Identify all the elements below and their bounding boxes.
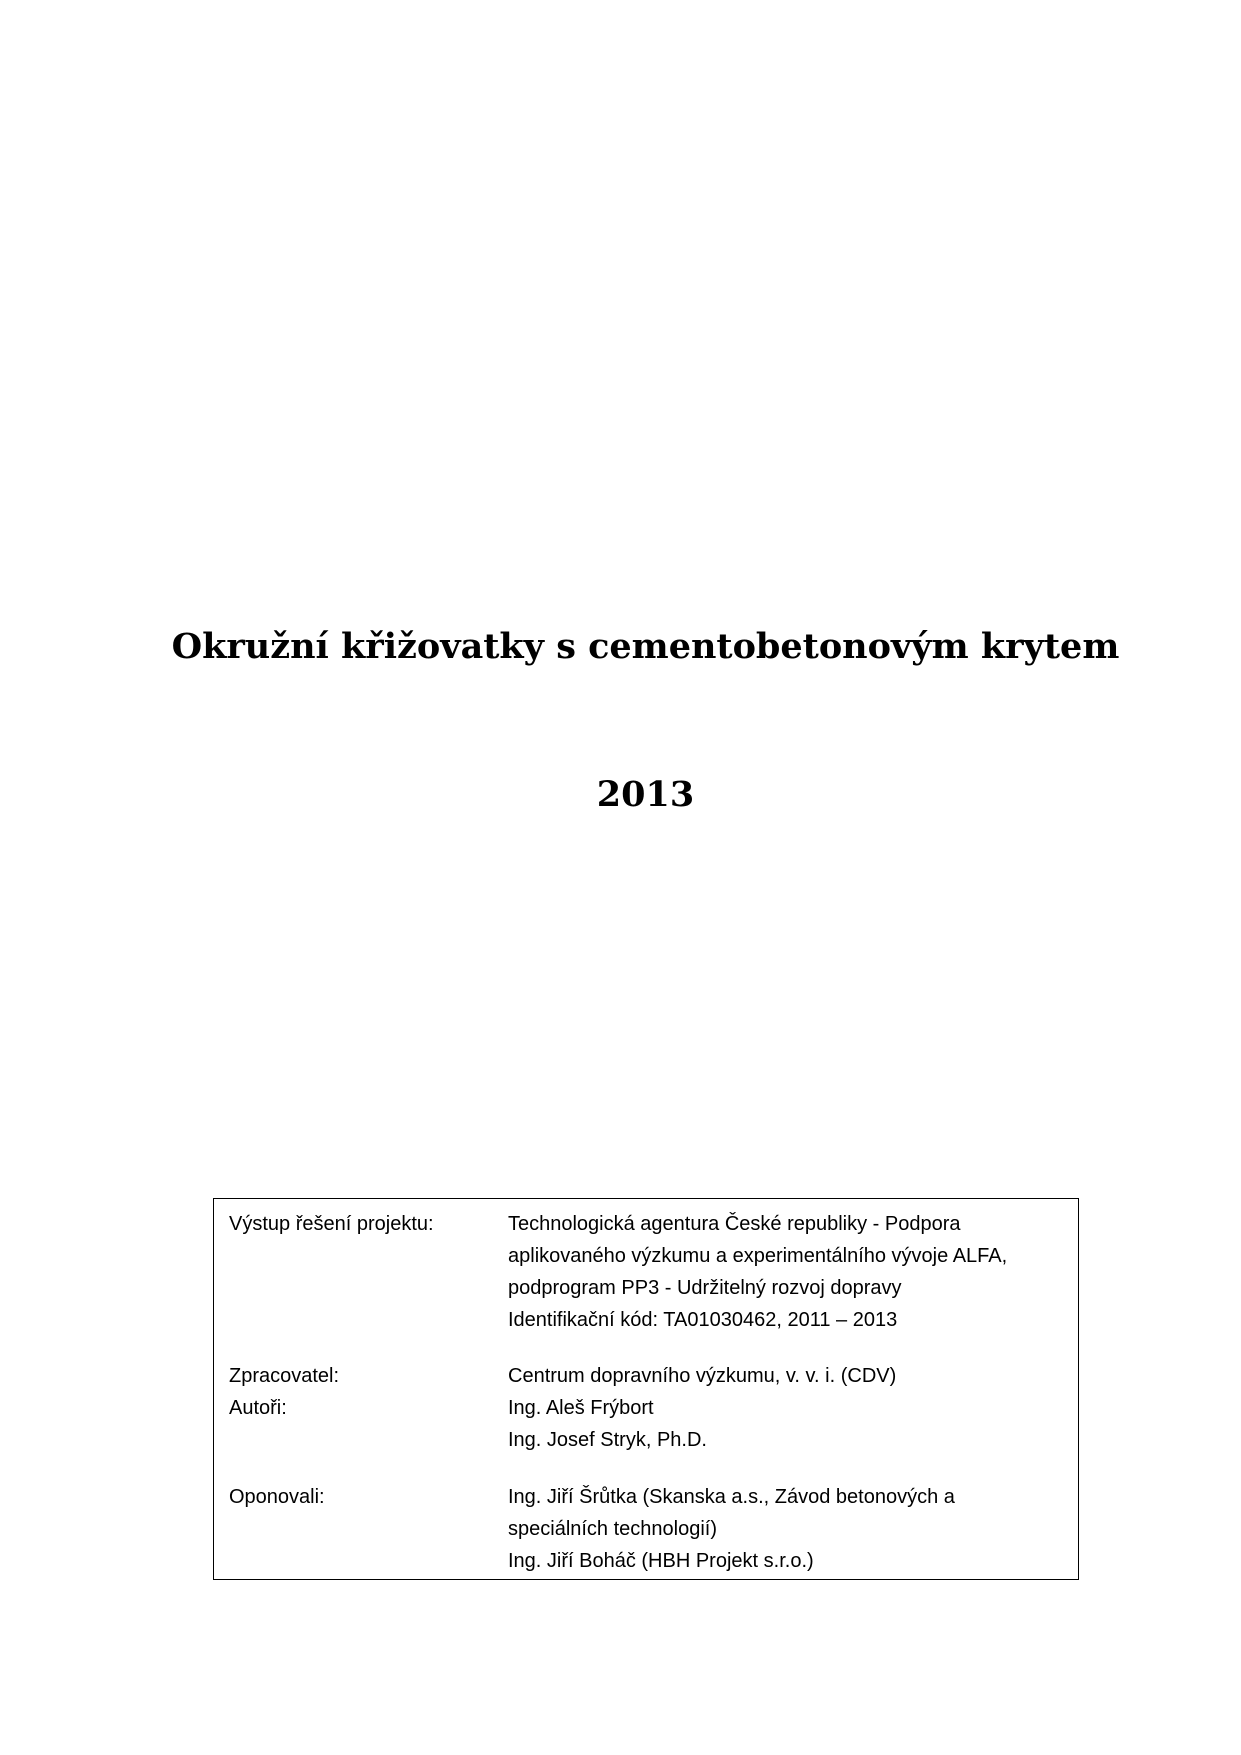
authors-value <box>508 1392 707 1456</box>
reviewer-line: speciálních technologií) <box>508 1518 718 1540</box>
project-info-box <box>213 1198 1079 1580</box>
project-output-line: aplikovaného výzkumu a experimentálního vývoje ALFA, <box>508 1245 1008 1267</box>
reviewer-line: Ing. Jiří Šrůtka (Skanska a.s., Závod betonových a <box>508 1486 955 1508</box>
author-name: Ing. Aleš Frýbort <box>508 1397 654 1419</box>
reviewer-line: Ing. Jiří Boháč (HBH Projekt s.r.o.) <box>508 1550 814 1572</box>
document-year: 2013 <box>596 774 695 815</box>
document-title: Okružní křižovatky s cementobetonovým krytem <box>171 626 1120 667</box>
reviewers-label: Oponovali: <box>229 1486 325 1508</box>
project-output-label: Výstup řešení projektu: <box>229 1213 434 1235</box>
project-output-line: podprogram PP3 - Udržitelný rozvoj dopravy <box>508 1277 902 1299</box>
project-output-value <box>508 1208 1007 1336</box>
author-name: Ing. Josef Stryk, Ph.D. <box>508 1429 707 1451</box>
processor-label: Zpracovatel: <box>229 1365 340 1387</box>
processor-value: Centrum dopravního výzkumu, v. v. i. (CDV) <box>508 1365 897 1387</box>
project-output-line: Technologická agentura České republiky - Podpora <box>508 1213 961 1235</box>
reviewers-value <box>508 1481 955 1577</box>
project-output-line: Identifikační kód: TA01030462, 2011 – 2013 <box>508 1309 898 1331</box>
authors-label: Autoři: <box>229 1397 287 1419</box>
